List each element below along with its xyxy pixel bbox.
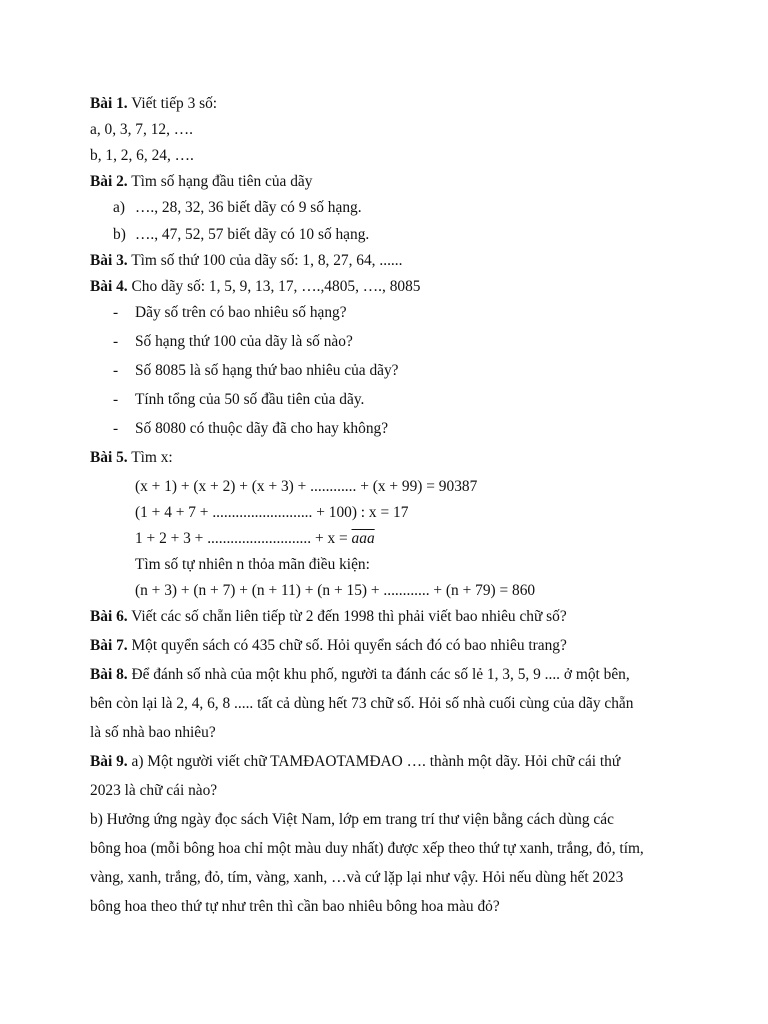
bai3-heading [90,251,402,271]
bai4-item-text: Số 8085 là số hạng thứ bao nhiêu của dãy? [135,362,399,379]
list-marker: b) [113,226,126,243]
bai4-item [113,332,353,352]
bai1-text: Viết tiếp 3 số: [131,95,218,112]
bai2-item-b-text: …., 47, 52, 57 biết dãy có 10 số hạng. [135,226,370,243]
bai4-heading [90,277,421,297]
bai5-equation [135,529,375,549]
bai7-text: Một quyển sách có 435 chữ số. Hỏi quyển sách đó có bao nhiêu trang? [131,637,567,654]
bai4-item [113,303,347,323]
bai2-item-b [113,225,369,245]
bai9-label: Bài 9. [90,753,128,770]
dash-marker: - [113,391,119,408]
bai4-label: Bài 4. [90,278,128,295]
bai7-heading [90,636,567,656]
bai9-line: bông hoa theo thứ tự như trên thì cần bao nhiêu bông hoa màu đỏ? [90,898,500,915]
bai9-line: 2023 là chữ cái nào? [90,782,218,799]
bai8-line: bên còn lại là 2, 4, 6, 8 ..... tất cả dùng hết 73 chữ số. Hỏi số nhà cuối cùng của dãy chẵn [90,695,634,712]
bai9-line: b) Hưởng ứng ngày đọc sách Việt Nam, lớp em trang trí thư viện bằng cách dùng các [90,811,614,828]
dash-marker: - [113,333,119,350]
bai2-label: Bài 2. [90,173,128,190]
bai4-item-text: Tính tổng của 50 số đầu tiên của dãy. [135,391,365,408]
bai1-part-a: a, 0, 3, 7, 12, …. [90,121,194,138]
bai4-text: Cho dãy số: 1, 5, 9, 13, 17, ….,4805, …., 8085 [131,278,421,295]
bai1-part-b: b, 1, 2, 6, 24, …. [90,147,194,164]
bai5-condition: Tìm số tự nhiên n thỏa mãn điều kiện: [135,556,370,573]
bai5-equation: (x + 1) + (x + 2) + (x + 3) + ............ + (x + 99) = 90387 [135,478,478,495]
bai6-heading [90,607,567,627]
bai2-heading [90,172,312,192]
bai3-text: Tìm số thứ 100 của dãy số: 1, 8, 27, 64, ...... [131,252,403,269]
overline-number: $\overline{aaa}$ [351,530,375,547]
bai5-equation: (n + 3) + (n + 7) + (n + 11) + (n + 15) + ............ + (n + 79) = 860 [135,582,536,599]
bai1-heading [90,94,217,114]
bai4-item-text: Số 8080 có thuộc dãy đã cho hay không? [135,420,389,437]
bai5-equation: (1 + 4 + 7 + .......................... + 100) : x = 17 [135,504,409,521]
bai4-item [113,419,388,439]
bai5-label: Bài 5. [90,449,128,466]
bai9-text: a) Một người viết chữ TAMĐAOTAMĐAO …. thành một dãy. Hỏi chữ cái thứ [131,753,621,770]
dash-marker: - [113,362,119,379]
bai8-label: Bài 8. [90,666,128,683]
list-marker: a) [113,199,125,216]
bai8-text: Để đánh số nhà của một khu phố, người ta đánh các số lẻ 1, 3, 5, 9 .... ở một bên, [131,666,630,683]
bai6-label: Bài 6. [90,608,128,625]
bai4-item [113,361,399,381]
bai3-label: Bài 3. [90,252,128,269]
bai7-label: Bài 7. [90,637,128,654]
bai5-heading [90,448,173,468]
bai1-label: Bài 1. [90,95,128,112]
bai2-item-a-text: …., 28, 32, 36 biết dãy có 9 số hạng. [135,199,362,216]
bai9-heading [90,752,620,772]
bai6-text: Viết các số chẵn liên tiếp từ 2 đến 1998 thì phải viết bao nhiêu chữ số? [131,608,567,625]
bai2-text: Tìm số hạng đầu tiên của dãy [131,173,313,190]
bai5-text: Tìm x: [131,449,173,466]
bai8-line: là số nhà bao nhiêu? [90,724,216,741]
bai4-item-text: Dãy số trên có bao nhiêu số hạng? [135,304,347,321]
bai9-line: vàng, xanh, trắng, đỏ, tím, vàng, xanh, …và cứ lặp lại như vậy. Hỏi nếu dùng hết 2023 [90,869,624,886]
bai8-heading [90,665,630,685]
bai5-equation-text: 1 + 2 + 3 + ........................... + x = [135,530,352,547]
bai2-item-a [113,198,362,218]
dash-marker: - [113,304,119,321]
bai4-item-text: Số hạng thứ 100 của dãy là số nào? [135,333,353,350]
dash-marker: - [113,420,119,437]
bai9-line: bông hoa (mỗi bông hoa chỉ một màu duy nhất) được xếp theo thứ tự xanh, trắng, đỏ, tím, [90,840,644,857]
bai4-item [113,390,364,410]
